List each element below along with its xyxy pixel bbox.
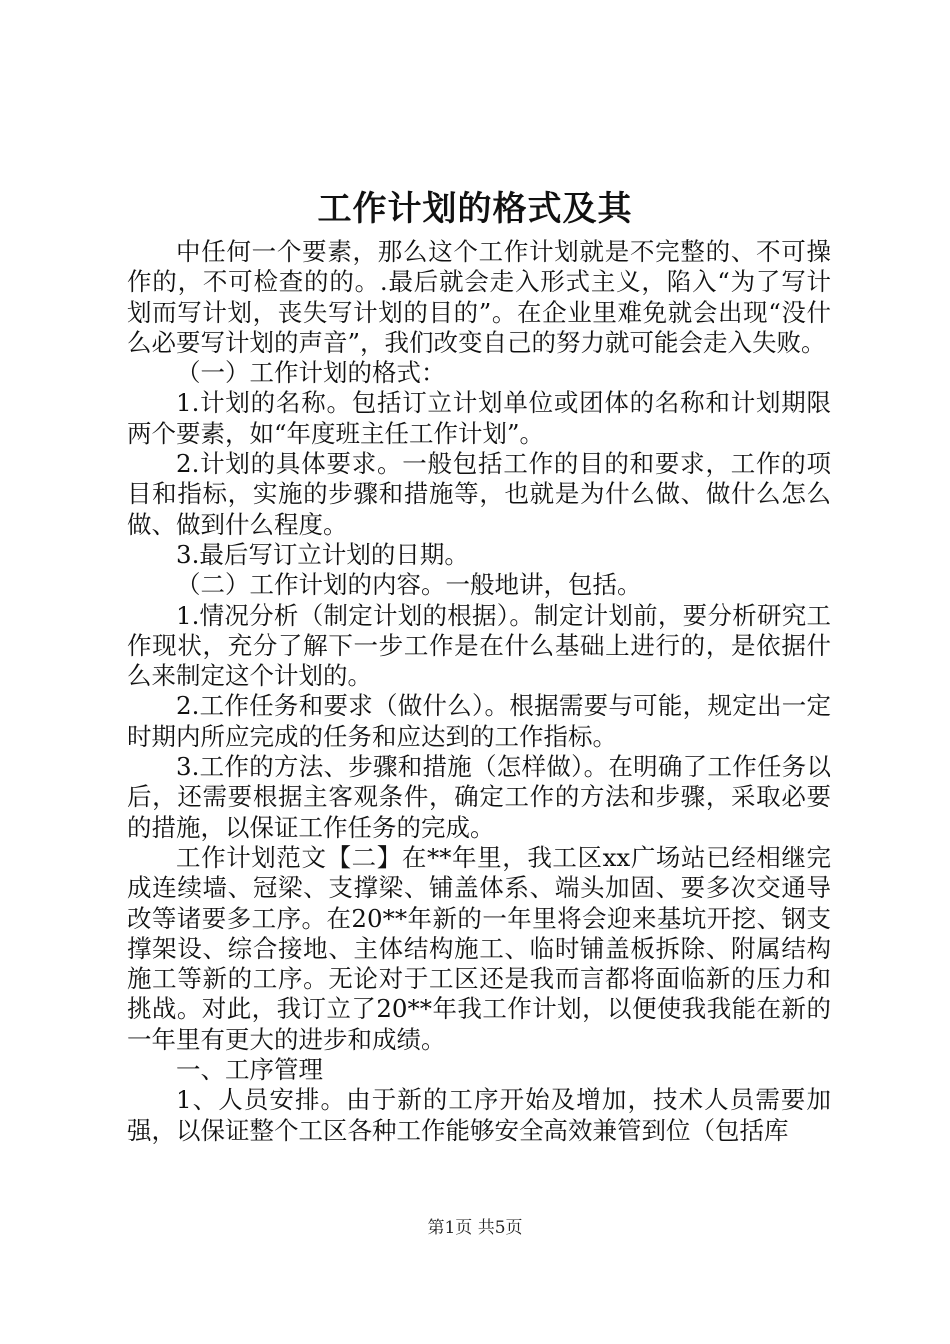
paragraph: 3.最后写订立计划的日期。 [176,539,469,569]
paragraph: 一、工序管理 [176,1055,323,1085]
paragraph: 1.计划的名称。包括订立计划单位或团体的名称和计划期限两个要素，如“年度班主任工作计划”。 [127,388,831,448]
paragraph: 中任何一个要素，那么这个工作计划就是不完整的、不可操作的，不可检查的的。.最后就会走入形式主义，陷入“为了写计划而写计划，丧失写计划的目的”。在企业里难免就会出现“没什么必要写计划的声音”，我们改变自己的努力就可能会走入失败。 [127,237,831,357]
paragraph: 1.情况分析（制定计划的根据）。制定计划前，要分析研究工作现状，充分了解下一步工作是在什么基础上进行的，是依据什么来制定这个计划的。 [127,600,831,691]
page-footer: 第1页 共5页 [427,1218,523,1238]
paragraph: 2.计划的具体要求。一般包括工作的目的和要求，工作的项目和指标，实施的步骤和措施等，也就是为什么做、做什么怎么做、做到什么程度。 [127,449,831,539]
paragraph: （一）工作计划的格式： [176,358,446,388]
paragraph: 工作计划范文【二】在**年里，我工区xx广场站已经相继完成连续墙、冠梁、支撑梁、铺盖体系、端头加固、要多次交通导改等诸要多工序。在20**年新的一年里将会迎来基坑开挖、钢支撑架设、综合接地、主体结构施工、临时铺盖板拆除、附属结构施工等新的工序。无论对于工区还是我而言都将面临新的压力和挑战。对此，我订立了20**年我工作计划，以便使我我能在新的一年里有更大的进步和成绩。 [127,842,831,1054]
paragraph: （二）工作计划的内容。一般地讲，包括。 [176,570,642,600]
paragraph: 2.工作任务和要求（做什么）。根据需要与可能，规定出一定时期内所应完成的任务和应达到的工作指标。 [127,691,831,751]
paragraph: 3.工作的方法、步骤和措施（怎样做）。在明确了工作任务以后，还需要根据主客观条件，确定工作的方法和步骤，采取必要的措施，以保证工作任务的完成。 [127,752,831,842]
document-title: 工作计划的格式及其 [317,189,633,229]
document-body [127,237,831,1146]
paragraph: 1、人员安排。由于新的工序开始及增加，技术人员需要加强，以保证整个工区各种工作能够安全高效兼管到位（包括库 [127,1085,831,1145]
